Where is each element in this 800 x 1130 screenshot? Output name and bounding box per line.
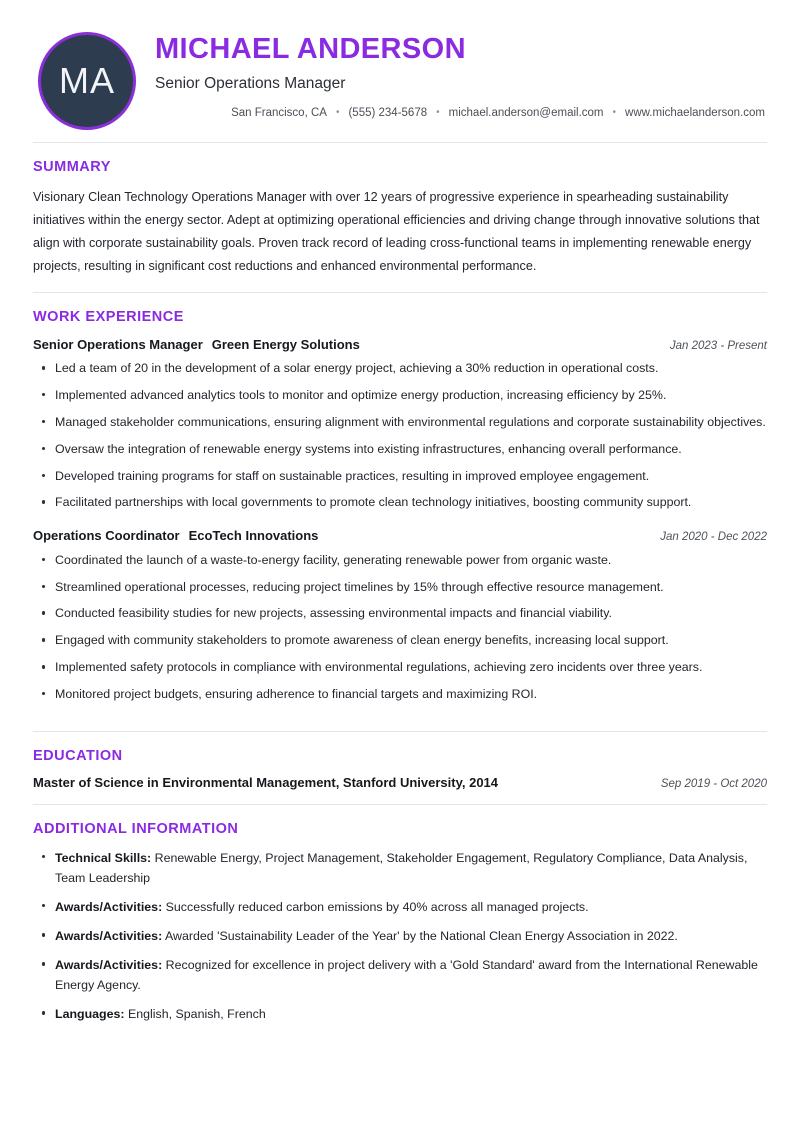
list-item: Implemented advanced analytics tools to monitor and optimize energy production, increasing efficiency by 25%.: [33, 386, 767, 406]
list-item: [33, 897, 767, 917]
list-item: Developed training programs for staff on sustainable practices, resulting in improved employee engagement.: [33, 467, 767, 487]
bullet-separator-icon: •: [335, 107, 340, 119]
bullet-separator-icon: •: [436, 107, 440, 119]
list-item: Conducted feasibility studies for new projects, assessing environmental impacts and financial viability.: [33, 604, 767, 624]
list-item: [33, 848, 767, 888]
additional-item-label: Awards/Activities:: [55, 958, 163, 973]
list-item: [33, 926, 767, 946]
additional-item-value: English, Spanish, French: [128, 1007, 266, 1022]
section-work-experience: [33, 293, 767, 731]
education-degree: Master of Science in Environmental Management, Stanford University, 2014: [33, 774, 499, 790]
avatar-container: [33, 28, 141, 130]
work-entry-role: Senior Operations Manager: [33, 336, 203, 352]
contact-phone: (555) 234-5678: [348, 107, 428, 120]
education-entry: [33, 775, 767, 804]
work-entry: [33, 527, 767, 705]
section-summary: [33, 143, 767, 292]
work-entry-header: [33, 527, 767, 545]
work-entry-dates: Jan 2023 - Present: [669, 339, 767, 352]
work-entry-role: Operations Coordinator: [33, 528, 180, 544]
list-item: Engaged with community stakeholders to promote awareness of clean energy benefits, increasing local support.: [33, 631, 767, 651]
section-education: [33, 732, 767, 804]
list-item: Managed stakeholder communications, ensuring alignment with environmental regulations and corporate sustainability objectives.: [33, 413, 767, 433]
list-item: Coordinated the launch of a waste-to-energy facility, generating renewable power from organic waste.: [33, 551, 767, 571]
work-entry-bullets: [33, 551, 767, 705]
additional-item-label: Awards/Activities:: [55, 900, 163, 915]
contact-email: michael.anderson@email.com: [448, 107, 604, 120]
additional-item-value: Awarded 'Sustainability Leader of the Year' by the National Clean Energy Association in 2022.: [164, 929, 678, 944]
section-title-additional-information: ADDITIONAL INFORMATION: [33, 820, 239, 837]
list-item: Oversaw the integration of renewable energy systems into existing infrastructures, enhancing overall performance.: [33, 440, 767, 460]
work-entry-dates: Jan 2020 - Dec 2022: [660, 531, 767, 544]
section-title-summary: SUMMARY: [33, 159, 111, 175]
list-item: Implemented safety protocols in compliance with environmental regulations, achieving zero incidents over three years.: [33, 658, 767, 678]
contact-website: www.michaelanderson.com: [625, 107, 765, 120]
summary-text: Visionary Clean Technology Operations Manager with over 12 years of progressive experience in spearheading sustainability initiatives within the energy sector. Adept at optimizing operational efficiencies and driving change through innovative solutions that align with corporate sustainability goals. Proven track record of leading cross-functional teams in implementing renewable energy projects, resulting in significant cost reductions and enhanced environmental performance.: [33, 190, 760, 273]
work-entry-title-line: [33, 527, 318, 545]
work-entry-company: EcoTech Innovations: [188, 528, 319, 544]
header-text-block: [141, 28, 767, 119]
contact-location: San Francisco, CA: [231, 107, 327, 120]
section-additional-information: [33, 805, 767, 1040]
list-item: Streamlined operational processes, reducing project timelines by 15% through effective resource management.: [33, 578, 767, 598]
additional-item-label: Languages:: [55, 1007, 125, 1022]
education-dates: Sep 2019 - Oct 2020: [660, 777, 767, 790]
work-entry-title-line: [33, 336, 360, 354]
work-entry-header: [33, 336, 767, 354]
contact-bar: [155, 107, 767, 119]
resume-header: [33, 28, 767, 142]
list-item: Facilitated partnerships with local governments to promote clean technology initiatives, boosting community support.: [33, 493, 767, 513]
work-entries: [33, 336, 767, 731]
job-title: Senior Operations Manager: [155, 74, 346, 92]
section-title-work-experience: WORK EXPERIENCE: [33, 308, 184, 325]
work-entry-bullets: [33, 359, 767, 513]
additional-item-label: Awards/Activities:: [55, 929, 163, 944]
additional-item-value: Recognized for excellence in project delivery with a 'Gold Standard' award from the International Renewable Energy Agency.: [55, 958, 758, 993]
list-item: [33, 1004, 767, 1024]
additional-item-value: Successfully reduced carbon emissions by 40% across all managed projects.: [165, 900, 589, 915]
avatar: MA: [38, 32, 136, 130]
list-item: [33, 955, 767, 995]
list-item: Monitored project budgets, ensuring adherence to financial targets and maximizing ROI.: [33, 685, 767, 705]
bullet-separator-icon: •: [612, 107, 617, 119]
section-title-education: EDUCATION: [33, 747, 123, 764]
page-title: MICHAEL ANDERSON: [155, 33, 466, 65]
additional-information-list: [33, 848, 767, 1040]
work-entry-company: Green Energy Solutions: [211, 336, 360, 352]
list-item: Led a team of 20 in the development of a solar energy project, achieving a 30% reduction in operational costs.: [33, 359, 767, 379]
work-entry: [33, 336, 767, 514]
additional-item-value: Renewable Energy, Project Management, Stakeholder Engagement, Regulatory Compliance, Data Analysis, Team Leadership: [55, 850, 748, 885]
additional-item-label: Technical Skills:: [55, 850, 152, 865]
